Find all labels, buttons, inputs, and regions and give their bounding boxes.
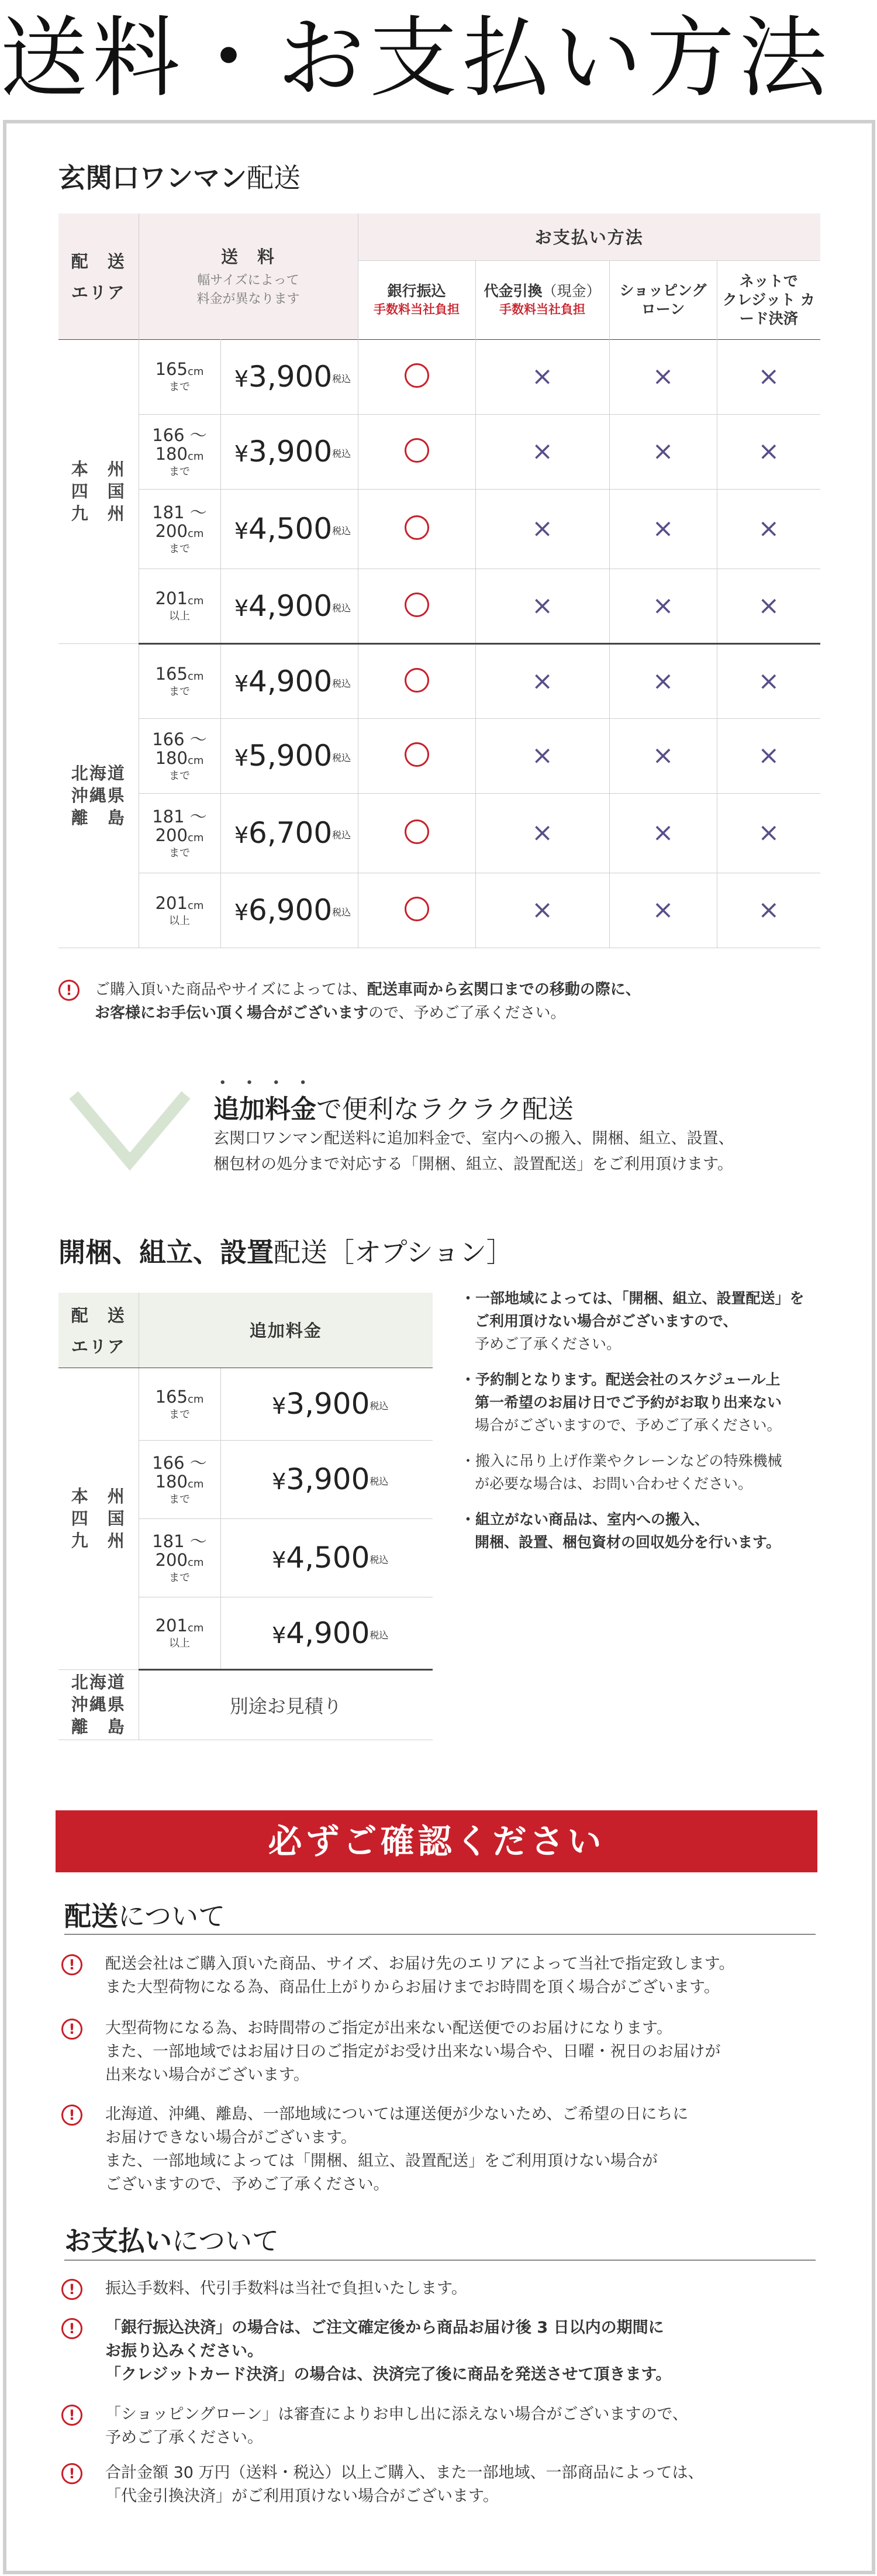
unavailable-cross-icon: × <box>531 590 553 621</box>
price: ¥3,900税込 <box>272 1387 389 1421</box>
size-cell: 166 ～ 180cm まで <box>139 414 220 489</box>
option-title: 開梱、組立、設置配送［オプション］ <box>58 1237 513 1268</box>
price-cell <box>220 793 358 873</box>
unavailable-cross-icon: × <box>652 895 674 925</box>
payment-title: お支払いについて <box>64 2225 279 2257</box>
payment-availability-cell <box>609 339 717 414</box>
unavailable-cross-icon: × <box>758 514 780 543</box>
unavailable-cross-icon: × <box>758 436 780 466</box>
price-cell <box>220 489 358 569</box>
payment-availability-cell <box>475 414 609 489</box>
unavailable-cross-icon: × <box>758 741 780 770</box>
option-notes <box>461 1287 835 1554</box>
unavailable-cross-icon: × <box>652 666 674 696</box>
price-cell <box>220 569 358 643</box>
warning-icon: ! <box>61 2463 82 2484</box>
unavailable-cross-icon: × <box>531 436 553 466</box>
table-row <box>58 873 820 948</box>
payment-availability-cell <box>717 414 820 489</box>
divider <box>64 2260 816 2261</box>
unavailable-cross-icon: × <box>652 436 674 466</box>
payment-availability-cell <box>717 793 820 873</box>
section-title-ichigo <box>58 157 301 195</box>
unavailable-cross-icon: × <box>758 590 780 621</box>
payment-availability-cell <box>717 489 820 569</box>
payment-availability-cell <box>475 489 609 569</box>
warning-icon: ! <box>58 980 80 1001</box>
warning-icon: ! <box>61 2105 82 2126</box>
price: ¥4,500税込 <box>272 1541 389 1575</box>
delivery-item: ! 北海道、沖縄、離島、一部地域については運送便が少ないため、ご希望の日にちに お届けできない場合がございます。 また、一部地域によっては「開梱、組立、設置配送」をご利用頂けない場合が ございますので、予めご了承ください。 <box>61 2103 821 2196</box>
payment-availability-cell <box>609 873 717 948</box>
table-row <box>58 1368 433 1440</box>
available-circle-icon <box>405 742 429 767</box>
header-fee: 送 料 幅サイズによって 料金が異なります <box>139 213 358 339</box>
extra-body: 玄関口ワンマン配送料に追加料金で、室内への搬入、開梱、組立、設置、 梱包材の処分まで対応する「開梱、組立、設置配送」をご利用頂けます。 <box>213 1129 734 1173</box>
price-cell <box>220 1518 433 1597</box>
table-row <box>58 643 820 718</box>
header-credit-card: ネットで クレジット カード決済 <box>717 260 820 339</box>
extra-title: • • • • 追加料金で便利なラクラク配送 <box>213 1088 574 1125</box>
page-title: 送料・お支払い方法 <box>0 8 832 109</box>
payment-availability-cell <box>475 718 609 793</box>
option-note: ・一部地域によっては、「開梱、組立、設置配送」を ご利用頂けない場合がございますので、 予めご了承ください。 <box>461 1290 805 1352</box>
size-cell: 181 ～ 200cm まで <box>139 793 220 873</box>
shipping-fee-rows <box>58 339 820 948</box>
payment-availability-cell <box>475 873 609 948</box>
size-cell: 165cm まで <box>139 1368 220 1440</box>
payment-availability-cell <box>717 569 820 643</box>
payment-availability-cell <box>609 414 717 489</box>
header-bank-transfer: 銀行振込 手数料当社負担 <box>358 260 475 339</box>
unavailable-cross-icon: × <box>531 666 553 696</box>
price-cell <box>220 339 358 414</box>
payment-availability-cell <box>609 569 717 643</box>
payment-item: ! 振込手数料、代引手数料は当社で負担いたします。 <box>61 2277 821 2301</box>
size-cell: 165cm まで <box>139 339 220 414</box>
unavailable-cross-icon: × <box>652 741 674 770</box>
payment-item: ! 合計金額 30 万円（送料・税込）以上ご購入、また一部地域、一部商品によっては、 「代金引換決済」がご利用頂けない場合がございます。 <box>61 2461 821 2508</box>
payment-availability-cell <box>358 718 475 793</box>
option-header-row: 配 送 エリア 追加料金 <box>58 1293 433 1368</box>
available-circle-icon <box>405 897 429 921</box>
ship-note: ! ご購入頂いた商品やサイズによっては、配送車両から玄関口までの移動の際に、 お客様にお手伝い頂く場合がございますので、予めご了承ください。 <box>58 978 819 1025</box>
payment-availability-cell <box>358 414 475 489</box>
warning-icon: ! <box>61 2405 82 2426</box>
option-note: ・組立がない商品は、室内への搬入、 開梱、設置、梱包資材の回収処分を行います。 <box>461 1511 781 1551</box>
size-cell: 201cm 以上 <box>139 1597 220 1669</box>
section-title-main: 玄関口ワンマン <box>58 162 247 194</box>
size-cell: 166 ～ 180cm まで <box>139 1440 220 1518</box>
payment-availability-cell <box>358 489 475 569</box>
price-cell <box>220 643 358 718</box>
payment-availability-cell <box>717 718 820 793</box>
area-cell: 本 州 四 国 九 州 <box>58 1368 139 1669</box>
estimate-cell: 別途お見積り <box>139 1669 433 1740</box>
shipping-fee-table <box>58 213 820 340</box>
unavailable-cross-icon: × <box>652 590 674 621</box>
size-cell: 165cm まで <box>139 643 220 718</box>
payment-availability-cell <box>358 873 475 948</box>
payment-item: ! 「ショッピングローン」は審査によりお申し出に添えない場合がございますので、 予めご了承ください。 <box>61 2403 821 2450</box>
unavailable-cross-icon: × <box>531 818 553 848</box>
unavailable-cross-icon: × <box>531 514 553 543</box>
table-row <box>58 414 820 489</box>
header-shopping-loan: ショッピング ローン <box>609 260 717 339</box>
payment-availability-cell <box>358 643 475 718</box>
unavailable-cross-icon: × <box>531 361 553 391</box>
size-cell: 201cm 以上 <box>139 873 220 948</box>
unavailable-cross-icon: × <box>758 361 780 391</box>
table-header-row <box>58 213 820 260</box>
price: ¥4,500税込 <box>234 512 351 546</box>
price: ¥3,900税込 <box>234 435 351 469</box>
payment-availability-cell <box>475 339 609 414</box>
delivery-item: ! 配送会社はご購入頂いた商品、サイズ、お届け先のエリアによって当社で指定致します。 また大型荷物になる為、商品仕上がりからお届けまでお時間を頂く場合がございます。 <box>61 1952 821 1999</box>
payment-availability-cell <box>609 718 717 793</box>
payment-availability-cell <box>475 643 609 718</box>
available-circle-icon <box>405 819 429 844</box>
warning-icon: ! <box>61 2019 82 2040</box>
section-title-suffix: 配送 <box>247 162 301 194</box>
size-cell: 181 ～ 200cm まで <box>139 1518 220 1597</box>
available-circle-icon <box>405 593 429 617</box>
option-fee-table <box>58 1293 433 1740</box>
delivery-title: 配送について <box>64 1900 226 1932</box>
table-row <box>58 489 820 569</box>
table-row <box>58 1669 433 1740</box>
header-payment: お支払い方法 <box>358 213 820 260</box>
unavailable-cross-icon: × <box>652 818 674 848</box>
area-cell: 北海道 沖縄県 離 島 <box>58 643 139 948</box>
confirm-banner: 必ずご確認ください <box>56 1810 817 1872</box>
unavailable-cross-icon: × <box>531 741 553 770</box>
option-note: ・搬入に吊り上げ作業やクレーンなどの特殊機械 が必要な場合は、お問い合わせください。 <box>461 1452 782 1492</box>
payment-availability-cell <box>358 793 475 873</box>
unavailable-cross-icon: × <box>758 666 780 696</box>
payment-availability-cell <box>475 793 609 873</box>
price-cell <box>220 1597 433 1669</box>
check-icon <box>69 1089 192 1171</box>
available-circle-icon <box>405 438 429 463</box>
payment-availability-cell <box>475 569 609 643</box>
available-circle-icon <box>405 515 429 540</box>
price: ¥4,900税込 <box>272 1616 389 1650</box>
price: ¥3,900税込 <box>272 1462 389 1496</box>
unavailable-cross-icon: × <box>652 361 674 391</box>
unavailable-cross-icon: × <box>758 818 780 848</box>
size-cell: 201cm 以上 <box>139 569 220 643</box>
unavailable-cross-icon: × <box>652 514 674 543</box>
table-row <box>58 718 820 793</box>
warning-icon: ! <box>61 2318 82 2339</box>
unavailable-cross-icon: × <box>758 895 780 925</box>
warning-icon: ! <box>61 1954 82 1975</box>
area-cell: 北海道 沖縄県 離 島 <box>58 1669 139 1740</box>
payment-availability-cell <box>609 643 717 718</box>
available-circle-icon <box>405 363 429 388</box>
table-row <box>58 569 820 643</box>
area-cell: 本 州 四 国 九 州 <box>58 339 139 643</box>
option-note: ・予約制となります。配送会社のスケジュール上 第一希望のお届け日でご予約がお取り出来ない 場合がございますので、予めご了承ください。 <box>461 1371 782 1434</box>
price: ¥3,900税込 <box>234 359 351 394</box>
size-cell: 166 ～ 180cm まで <box>139 718 220 793</box>
warning-icon: ! <box>61 2279 82 2300</box>
table-row <box>58 339 820 414</box>
price-cell <box>220 414 358 489</box>
unavailable-cross-icon: × <box>531 895 553 925</box>
price-cell <box>220 1368 433 1440</box>
payment-availability-cell <box>358 339 475 414</box>
payment-availability-cell <box>609 793 717 873</box>
header-cod: 代金引換（現金） 手数料当社負担 <box>475 260 609 339</box>
divider <box>64 1934 816 1935</box>
delivery-item: ! 大型荷物になる為、お時間帯のご指定が出来ない配送便でのお届けになります。 また、一部地域ではお届け日のご指定がお受け出来ない場合や、日曜・祝日のお届けが 出来ない場合がございます。 <box>61 2017 821 2087</box>
payment-item: ! 「銀行振込決済」の場合は、ご注文確定後から商品お届け後 3 日以内の期間に お振り込みください。 「クレジットカード決済」の場合は、決済完了後に商品を発送させて頂きます。 <box>61 2316 821 2386</box>
header-area: 配 送 エリア <box>58 213 139 339</box>
price-cell <box>220 873 358 948</box>
payment-availability-cell <box>717 873 820 948</box>
payment-availability-cell <box>717 339 820 414</box>
price: ¥4,900税込 <box>234 664 351 698</box>
available-circle-icon <box>405 668 429 693</box>
table-row <box>58 793 820 873</box>
price-cell <box>220 1440 433 1518</box>
price: ¥6,900税込 <box>234 893 351 927</box>
payment-availability-cell <box>609 489 717 569</box>
price: ¥6,700税込 <box>234 816 351 850</box>
size-cell: 181 ～ 200cm まで <box>139 489 220 569</box>
price: ¥5,900税込 <box>234 739 351 773</box>
payment-availability-cell <box>717 643 820 718</box>
payment-availability-cell <box>358 569 475 643</box>
price: ¥4,900税込 <box>234 588 351 623</box>
price-cell <box>220 718 358 793</box>
